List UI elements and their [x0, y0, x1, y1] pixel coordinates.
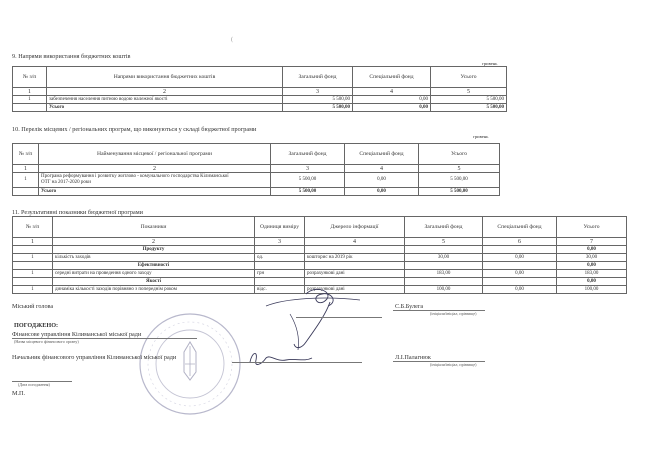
finance-head-title: Начальник фінансового управління Кілиманської міської ради [12, 354, 177, 361]
row-general: 100,00 [405, 286, 483, 294]
row-general: 183,00 [405, 270, 483, 278]
col-number: 1 [13, 238, 53, 246]
total-general: 5 500,00 [271, 188, 345, 196]
row-name: забезпечення населення питною водою належної якості [47, 96, 283, 104]
header-special: Спеціальний фонд [345, 144, 419, 165]
row-special: 0,00 [483, 270, 557, 278]
col-number: 5 [419, 165, 500, 173]
row-source: розрахункові дані [305, 286, 405, 294]
group-title: Ефективності [53, 262, 255, 270]
row-name-line2: ОТГ на 2017-2020 роки [41, 180, 91, 185]
group-row-product [13, 246, 627, 254]
col-number: 6 [483, 238, 557, 246]
row-no: 1 [13, 270, 53, 278]
col-number: 2 [39, 165, 271, 173]
row-general: 30,00 [405, 254, 483, 262]
row-special: 0,00 [483, 254, 557, 262]
header-total: Усього [431, 67, 507, 88]
finance-head-signature-line [232, 362, 362, 363]
col-number: 3 [271, 165, 345, 173]
col-number: 4 [353, 88, 431, 96]
finance-head-signature [246, 346, 316, 370]
header-total: Усього [557, 217, 627, 238]
total-label: Усього [39, 188, 271, 196]
section11-table [12, 216, 627, 294]
row-unit: од. [255, 254, 305, 262]
row-name: кількість заходів [53, 254, 255, 262]
head-name-caption: (ініціали/ініціал, прізвище) [430, 311, 477, 316]
section10-table [12, 143, 500, 196]
row-no: 1 [13, 254, 53, 262]
row-no: 1 [13, 96, 47, 104]
row-total: 30,00 [557, 254, 627, 262]
head-signature [256, 284, 366, 354]
header-direction: Напрями використання бюджетних коштів [47, 67, 283, 88]
section11-title: 11. Результативні показники бюджетної програми [12, 209, 143, 216]
total-label: Усього [47, 104, 283, 112]
total-total: 5 500,00 [431, 104, 507, 112]
header-total: Усього [419, 144, 500, 165]
header-special: Спеціальний фонд [353, 67, 431, 88]
header-no: № з/п [13, 67, 47, 88]
row-source: кошторис на 2019 рік [305, 254, 405, 262]
total-general: 5 500,00 [283, 104, 353, 112]
group-total: 0,00 [557, 262, 627, 270]
header-special: Спеціальний фонд [483, 217, 557, 238]
row-special: 0,00 [483, 286, 557, 294]
header-source: Джерело інформації [305, 217, 405, 238]
group-total: 0,00 [557, 246, 627, 254]
row-name: динаміка кількості заходів порівняно з попереднім роком [53, 286, 255, 294]
row-name [39, 173, 271, 188]
row-name-line1: Програма реформування і розвитку житлово - комунального господарства Кілиманської [41, 174, 229, 179]
row-unit: відс. [255, 286, 305, 294]
row-no: 1 [13, 173, 39, 188]
header-general: Загальний фонд [405, 217, 483, 238]
header-general: Загальний фонд [271, 144, 345, 165]
section10-title: 10. Перелік місцевих / регіональних програм, що виконуються у складі бюджетної програми [12, 126, 257, 133]
col-number: 2 [53, 238, 255, 246]
row-special: 0,00 [353, 96, 431, 104]
total-special: 0,00 [353, 104, 431, 112]
date-caption: (Дата погодження) [18, 382, 50, 387]
row-total: 5 500,00 [419, 173, 500, 188]
row-total: 100,00 [557, 286, 627, 294]
col-number: 3 [283, 88, 353, 96]
finance-org-caption: (Назва місцевого фінансового органу) [14, 339, 79, 344]
table-row [13, 270, 627, 278]
total-row [13, 104, 507, 112]
group-title: Продукту [53, 246, 255, 254]
mp-label: М.П. [12, 390, 26, 397]
row-general: 5 500,00 [271, 173, 345, 188]
total-special: 0,00 [345, 188, 419, 196]
head-name: С.Б.Булега [395, 303, 424, 310]
agreed-label: ПОГОДЖЕНО: [14, 322, 59, 329]
header-no: № з/п [13, 144, 39, 165]
row-source: розрахункові дані [305, 270, 405, 278]
section9-title: 9. Напрями використання бюджетних коштів [12, 53, 131, 60]
group-total: 0,00 [557, 278, 627, 286]
col-number: 5 [405, 238, 483, 246]
total-total: 5 500,00 [419, 188, 500, 196]
row-total: 5 500,00 [431, 96, 507, 104]
section9-table [12, 66, 507, 112]
total-row [13, 188, 500, 196]
header-indicators: Показники [53, 217, 255, 238]
row-total: 183,00 [557, 270, 627, 278]
head-signature-line [296, 317, 382, 318]
table-row [13, 173, 500, 188]
group-title: Якості [53, 278, 255, 286]
col-number: 7 [557, 238, 627, 246]
row-no: 1 [13, 286, 53, 294]
table-row [13, 96, 507, 104]
col-number: 3 [255, 238, 305, 246]
col-number: 5 [431, 88, 507, 96]
header-general: Загальний фонд [283, 67, 353, 88]
finance-head-caption: (ініціали/ініціал, прізвище) [430, 362, 477, 367]
row-name: середні витрати на проведення одного заходу [53, 270, 255, 278]
col-number: 2 [47, 88, 283, 96]
section9-unit: гривень [482, 61, 498, 66]
finance-head-name: Л.І.Палагнюк [395, 354, 431, 361]
finance-org: Фінансове управління Кілиманської міської ради [12, 331, 142, 338]
table-row [13, 254, 627, 262]
top-mark: ( [231, 36, 234, 43]
header-program: Найменування місцевої / регіональної програми [39, 144, 271, 165]
header-no: № з/п [13, 217, 53, 238]
section10-unit: гривень [473, 134, 489, 139]
group-row-efficiency [13, 262, 627, 270]
head-title: Міський голова [12, 303, 54, 310]
col-number: 1 [13, 165, 39, 173]
row-general: 5 500,00 [283, 96, 353, 104]
col-number: 1 [13, 88, 47, 96]
seal-stamp [138, 312, 242, 416]
row-unit: грн [255, 270, 305, 278]
col-number: 4 [345, 165, 419, 173]
row-special: 0,00 [345, 173, 419, 188]
header-unit: Одиниця виміру [255, 217, 305, 238]
col-number: 4 [305, 238, 405, 246]
